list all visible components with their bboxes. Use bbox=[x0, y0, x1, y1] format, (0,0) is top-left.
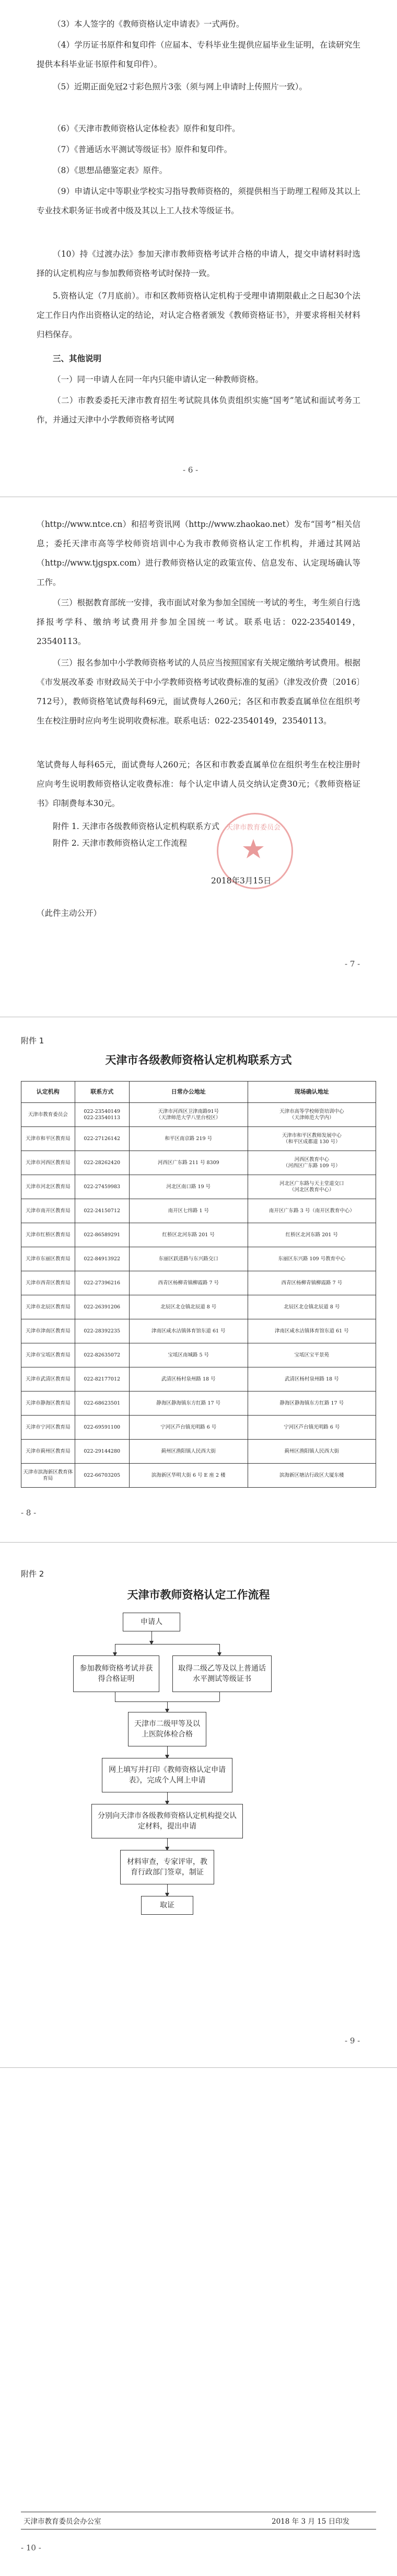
page-number: - 10 - bbox=[21, 2543, 41, 2552]
document-page-8 bbox=[0, 1019, 397, 1542]
table-cell: 河西区教育中心 （河西区广东路 109 号） bbox=[248, 1151, 376, 1175]
print-date: 2018 年 3 月 15 日印发 bbox=[272, 2517, 350, 2526]
table-cell: 武清区杨村泉州路 18 号 bbox=[248, 1367, 376, 1392]
table-cell: 天津市宁河区教育局 bbox=[21, 1416, 75, 1440]
table-cell: 天津市西青区教育局 bbox=[21, 1271, 75, 1295]
paragraph-item-4: （4）学历证书原件和复印件（应届本、专科毕业生提供应届毕业生证明，在读研究生提供本科毕业证书原件和复印件）。 bbox=[37, 40, 360, 69]
table-row bbox=[21, 1343, 376, 1367]
table-cell: 022-84913922 bbox=[75, 1247, 129, 1271]
flow-arrow bbox=[167, 1746, 168, 1758]
table-row bbox=[21, 1175, 376, 1199]
paragraph-fees: （三）报名参加中小学教师资格考试的人员应当按照国家有关规定缴纳考试费用。根据《市发展改革委 市财政局关于中小学教师资格考试收费标准的复函》（津发改价费〔2016〕712号），教师资格笔试费每科69元，面试费每人260元；各区和市教委直属单位在组织考生在校注册时应向考生说明收费标准。联系电话：022-23540149，23540113。 bbox=[37, 658, 361, 726]
table-cell: 022-69591100 bbox=[75, 1416, 129, 1440]
table-cell: 天津市高等学校师资培训中心 （天津师范大学内） bbox=[248, 1103, 376, 1127]
table-cell: 天津市南开区教育局 bbox=[21, 1199, 75, 1223]
table-cell: 武清区杨村泉州路 18 号 bbox=[129, 1367, 248, 1392]
attachment-list-item-2: 附件 2. 天津市教师资格认定工作流程 bbox=[53, 838, 188, 848]
page-divider bbox=[0, 1542, 397, 1543]
table-cell: 蓟州区渔阳镇人民西大街 bbox=[129, 1440, 248, 1464]
document-page-6 bbox=[0, 0, 397, 497]
paragraph-item-5: （5）近期正面免冠2寸彩色照片3张（须与网上申请时上传照片一致）。 bbox=[53, 82, 307, 91]
table-row bbox=[21, 1247, 376, 1271]
paragraph-fee-standard: 笔试费每人每科65元，面试费每人260元；各区和市教委直属单位在组织考生在校注册时应向考生说明教师资格认定收费标准：每个认定申请人员交纳认定费30元；《教师资格证书》印制费每本30元。 bbox=[37, 760, 360, 808]
table-cell: 022-82635072 bbox=[75, 1343, 129, 1367]
table-row bbox=[21, 1151, 376, 1175]
seal-text: 天津市教育委员会 bbox=[226, 824, 281, 832]
table-cell: 北辰区北仓镇北辰道 8 号 bbox=[129, 1295, 248, 1319]
table-row bbox=[21, 1103, 376, 1127]
paragraph-item-8: （8）《思想品德鉴定表》原件。 bbox=[53, 166, 168, 175]
paragraph-item-10: （10）持《过渡办法》参加天津市教师资格考试并合格的申请人，提交申请材料时选择的认定机构应与参加教师资格考试时保持一致。 bbox=[37, 249, 360, 278]
table-cell: 静海区静海镇东方红路 17 号 bbox=[248, 1392, 376, 1416]
paragraph-website-info: （http://www.ntce.cn）和招考资讯网（http://www.zhaokao.net）发布“国考”相关信息；委托天津市高等学校师资培训中心为我市教师资格认定工作机构，并通过其网站（http://www.tjgspx.com）进行教师资格认定的政策宣传、信息发布、认定现场确认等工作。 bbox=[37, 520, 360, 587]
flow-step-online-application: 网上填写并打印《教师资格认定申请表》，完成个人网上申请 bbox=[102, 1758, 232, 1792]
flow-arrow bbox=[167, 1838, 168, 1850]
table-cell: 河北区广东路与天主堂道交口 （河北区教育中心） bbox=[248, 1175, 376, 1199]
paragraph-item-3: （3）本人签字的《教师资格认定申请表》一式两份。 bbox=[53, 19, 244, 29]
table-cell: 天津市和平区教育局 bbox=[21, 1127, 75, 1151]
table-cell: 022-68623501 bbox=[75, 1392, 129, 1416]
institution-contact-table bbox=[21, 1081, 376, 1488]
table-row bbox=[21, 1416, 376, 1440]
paragraph-item-9: （9）申请认定中等职业学校实习指导教师资格的，须提供相当于助理工程师及其以上专业技术职务证书或者中级及其以上工人技术等级证书。 bbox=[37, 187, 360, 215]
flow-step-review: 材料审查，专家评审，教育行政部门签章，制证 bbox=[120, 1850, 214, 1884]
table-cell: 津南区咸水沽镇体育馆东道 61 号 bbox=[129, 1319, 248, 1343]
attachment-label: 附件 1 bbox=[21, 1036, 44, 1045]
page-number: - 6 - bbox=[183, 465, 198, 475]
table-cell: 022-28392235 bbox=[75, 1319, 129, 1343]
table-cell: 天津市河北区教育局 bbox=[21, 1175, 75, 1199]
issuing-office: 天津市教育委员会办公室 bbox=[24, 2517, 101, 2526]
table-row bbox=[21, 1295, 376, 1319]
table-row bbox=[21, 1367, 376, 1392]
table-cell: 静海区静海镇东方红路 17 号 bbox=[129, 1392, 248, 1416]
table-cell: 南开区广东路 3 号（南开区教育中心） bbox=[248, 1199, 376, 1223]
table-cell: 红桥区北河东路 201 号 bbox=[248, 1223, 376, 1247]
attachment-label: 附件 2 bbox=[21, 1569, 44, 1579]
flowchart-title: 天津市教师资格认定工作流程 bbox=[127, 1589, 270, 1601]
column-header: 现场确认地址 bbox=[248, 1082, 376, 1103]
table-cell: 西青区杨柳青镇柳霞路 7 号 bbox=[129, 1271, 248, 1295]
table-body bbox=[21, 1103, 376, 1488]
table-cell: 东丽区跃进路与东兴路交口 bbox=[129, 1247, 248, 1271]
table-cell: 宁河区芦台镇光明路 6 号 bbox=[248, 1416, 376, 1440]
table-row bbox=[21, 1319, 376, 1343]
table-cell: 天津市蓟州区教育局 bbox=[21, 1440, 75, 1464]
table-cell: 022-23540149 022-23540113 bbox=[75, 1103, 129, 1127]
table-cell: 天津市河西区卫津南路91号 （天津师范大学八里台校区） bbox=[129, 1103, 248, 1127]
table-cell: 022-27459983 bbox=[75, 1175, 129, 1199]
table-cell: 022-24150712 bbox=[75, 1199, 129, 1223]
flow-arrow bbox=[167, 1701, 168, 1712]
flow-step-exam: 参加教师资格考试并获得合格证明 bbox=[73, 1655, 159, 1692]
table-cell: 022-27126142 bbox=[75, 1127, 129, 1151]
table-cell: 滨海新区华明大街 6 号 E 座 2 楼 bbox=[129, 1464, 248, 1488]
page-number: - 8 - bbox=[21, 1508, 37, 1517]
paragraph-contact: （三）根据教育部统一安排，我市面试对象为参加全国统一考试的考生，考生须自行选择报考学科、缴纳考试费用并参加全国统一考试。联系电话：022-23540149，23540113。 bbox=[37, 598, 361, 646]
attachment-list-item-1: 附件 1. 天津市各级教师资格认定机构联系方式 bbox=[53, 822, 220, 831]
table-cell: 河西区广东路 211 号 8309 bbox=[129, 1151, 248, 1175]
flow-step-applicant: 申请人 bbox=[123, 1613, 180, 1631]
table-cell: 滨海新区塘沽行政区大厦东楼 bbox=[248, 1464, 376, 1488]
paragraph-note-2: （二）市教委委托天津市教育招生考试院具体负责组织实施“国考”笔试和面试考务工作，并通过天津中小学教师资格考试网 bbox=[37, 396, 360, 424]
table-header-row bbox=[21, 1082, 376, 1103]
table-cell: 天津市武清区教育局 bbox=[21, 1367, 75, 1392]
table-row bbox=[21, 1223, 376, 1247]
table-cell: 天津市东丽区教育局 bbox=[21, 1247, 75, 1271]
table-cell: 宁河区芦台镇光明路 6 号 bbox=[129, 1416, 248, 1440]
paragraph-certification: 5.资格认定（7月底前）。市和区教师资格认定机构于受理申请期限截止之日起30个法定工作日内作出资格认定的结论，对认定合格者颁发《教师资格证书》，并要求将相关材料归档保存。 bbox=[37, 291, 360, 339]
table-cell: 西青区杨柳青镇柳霞路 7 号 bbox=[248, 1271, 376, 1295]
table-cell: 天津市河西区教育局 bbox=[21, 1151, 75, 1175]
flow-step-mandarin: 取得二级乙等及以上普通话水平测试等级证书 bbox=[172, 1655, 272, 1692]
document-page-10 bbox=[0, 2070, 397, 2576]
table-cell: 宝坻区南城路 5 号 bbox=[129, 1343, 248, 1367]
table-cell: 022-27396216 bbox=[75, 1271, 129, 1295]
table-cell: 河北区南口路 19 号 bbox=[129, 1175, 248, 1199]
table-cell: 天津市宝坻区教育局 bbox=[21, 1343, 75, 1367]
flow-step-medical: 天津市二级甲等及以上医院体检合格 bbox=[128, 1712, 206, 1746]
table-row bbox=[21, 1464, 376, 1488]
section-heading-other-notes: 三、其他说明 bbox=[53, 354, 102, 363]
flow-arrow bbox=[167, 1792, 168, 1804]
table-row bbox=[21, 1199, 376, 1223]
table-cell: 南开区七纬路 1 号 bbox=[129, 1199, 248, 1223]
table-cell: 022-66703205 bbox=[75, 1464, 129, 1488]
table-row bbox=[21, 1271, 376, 1295]
page-number: - 7 - bbox=[345, 959, 360, 969]
public-note: （此件主动公开） bbox=[37, 908, 102, 918]
table-cell: 红桥区北河东路 201 号 bbox=[129, 1223, 248, 1247]
table-cell: 蓟州区渔阳镇人民西大街 bbox=[248, 1440, 376, 1464]
column-header: 认定机构 bbox=[21, 1082, 75, 1103]
table-cell: 天津市教育委员会 bbox=[21, 1103, 75, 1127]
table-cell: 北辰区北仓镇北辰道 8 号 bbox=[248, 1295, 376, 1319]
table-cell: 津南区咸水沽镇体育馆东道 61 号 bbox=[248, 1319, 376, 1343]
table-cell: 天津市津南区教育局 bbox=[21, 1319, 75, 1343]
table-cell: 022-29144280 bbox=[75, 1440, 129, 1464]
table-cell: 天津市北辰区教育局 bbox=[21, 1295, 75, 1319]
table-cell: 宝坻区宝平景苑 bbox=[248, 1343, 376, 1367]
table-cell: 天津市和平区教师发展中心 （和平区成都道 130 号） bbox=[248, 1127, 376, 1151]
table-cell: 022-28262420 bbox=[75, 1151, 129, 1175]
table-cell: 天津市滨海新区教育体育局 bbox=[21, 1464, 75, 1488]
flow-step-submit-materials: 分别向天津市各级教师资格认定机构提交认定材料，提出申请 bbox=[91, 1804, 243, 1838]
table-cell: 东丽区东兴路 109 号教育中心 bbox=[248, 1247, 376, 1271]
flow-step-finish: 取证 bbox=[141, 1896, 193, 1915]
flow-connector bbox=[219, 1692, 220, 1701]
paragraph-item-6: （6）《天津市教师资格认定体检表》原件和复印件。 bbox=[53, 124, 240, 133]
issue-date: 2018年3月15日 bbox=[211, 876, 272, 886]
table-cell: 022-26391206 bbox=[75, 1295, 129, 1319]
table-row bbox=[21, 1440, 376, 1464]
document-page-9 bbox=[0, 1545, 397, 2067]
table-cell: 022-82177012 bbox=[75, 1367, 129, 1392]
flow-arrow bbox=[151, 1631, 152, 1644]
paragraph-note-1: （一）同一申请人在同一年内只能申请认定一种教师资格。 bbox=[53, 375, 264, 384]
table-cell: 022-86589291 bbox=[75, 1223, 129, 1247]
column-header: 联系方式 bbox=[75, 1082, 129, 1103]
page-divider bbox=[0, 2067, 397, 2068]
flow-arrow bbox=[167, 1884, 168, 1896]
column-header: 日常办公地址 bbox=[129, 1082, 248, 1103]
flow-arrow bbox=[219, 1644, 220, 1655]
paragraph-item-7: （7）《普通话水平测试等级证书》原件和复印件。 bbox=[53, 145, 232, 154]
table-cell: 和平区南京路 219 号 bbox=[129, 1127, 248, 1151]
page-number: - 9 - bbox=[345, 2036, 360, 2045]
table-row bbox=[21, 1127, 376, 1151]
table-row bbox=[21, 1392, 376, 1416]
table-cell: 天津市红桥区教育局 bbox=[21, 1223, 75, 1247]
table-cell: 天津市静海区教育局 bbox=[21, 1392, 75, 1416]
table-title: 天津市各级教师资格认定机构联系方式 bbox=[105, 1054, 292, 1066]
document-page-7 bbox=[0, 499, 397, 1017]
